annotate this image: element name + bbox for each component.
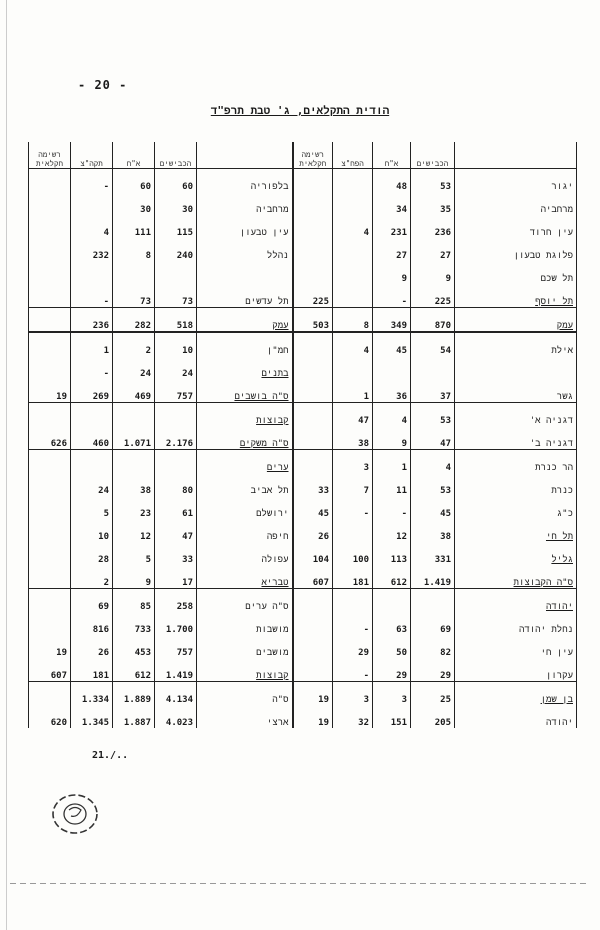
- table-cell: -: [333, 658, 373, 682]
- row-label: עפולה: [261, 555, 289, 565]
- table-cell: 69: [71, 589, 113, 613]
- table-cell: 36: [373, 379, 411, 403]
- table-cell: 9: [373, 261, 411, 284]
- row-label: בלפוריה: [250, 182, 289, 192]
- table-cell: [333, 238, 373, 261]
- table-cell: 626: [29, 426, 71, 450]
- table-cell: 73: [113, 284, 155, 308]
- row-label: [455, 308, 577, 333]
- table-cell: 225: [411, 284, 455, 308]
- row-label: [197, 658, 293, 682]
- table-cell: 25: [411, 682, 455, 706]
- header-cell: [197, 142, 293, 169]
- table-cell: -: [71, 169, 113, 193]
- table-cell: 3: [333, 682, 373, 706]
- table-cell: 35: [411, 192, 455, 215]
- row-label: עקרון: [455, 658, 577, 682]
- table-cell: [333, 356, 373, 379]
- table-cell: [29, 284, 71, 308]
- row-label: [197, 450, 293, 474]
- row-label-text: תל יוסף: [535, 297, 573, 307]
- table-cell: 5: [113, 542, 155, 565]
- table-cell: [155, 403, 197, 427]
- table-cell: 453: [113, 635, 155, 658]
- row-label: [197, 308, 293, 333]
- table-cell: 1: [71, 332, 113, 356]
- table-cell: 181: [333, 565, 373, 589]
- table-cell: 9: [113, 565, 155, 589]
- table-cell: 45: [373, 332, 411, 356]
- table-cell: 3: [373, 682, 411, 706]
- row-label: [197, 426, 293, 450]
- table-cell: [113, 261, 155, 284]
- table-cell: [29, 612, 71, 635]
- table-cell: [373, 356, 411, 379]
- table-cell: [155, 261, 197, 284]
- table-cell: [293, 426, 333, 450]
- table-cell: 34: [373, 192, 411, 215]
- table-cell: 4: [333, 215, 373, 238]
- table-cell: [29, 682, 71, 706]
- table-cell: [113, 403, 155, 427]
- row-label: חיפה: [266, 532, 289, 542]
- table-cell: 7: [333, 473, 373, 496]
- table-cell: 54: [411, 332, 455, 356]
- table-cell: 1.889: [113, 682, 155, 706]
- row-label: נהלל: [266, 251, 289, 261]
- table-cell: 1.419: [155, 658, 197, 682]
- header-cell: הכבישים: [411, 142, 455, 169]
- table-cell: [113, 450, 155, 474]
- table-cell: 113: [373, 542, 411, 565]
- table-cell: [29, 450, 71, 474]
- table-cell: [71, 450, 113, 474]
- table-cell: 32: [333, 705, 373, 728]
- table-cell: 27: [373, 238, 411, 261]
- row-label-text: ס"ה הקבוצות: [513, 578, 573, 588]
- table-cell: [29, 473, 71, 496]
- table-cell: 9: [373, 426, 411, 450]
- row-label-text: עמק: [272, 321, 289, 331]
- table-cell: [411, 589, 455, 613]
- row-label: [197, 565, 293, 589]
- row-label-text: בתנים: [261, 369, 289, 379]
- table-cell: 19: [29, 379, 71, 403]
- table-cell: [293, 658, 333, 682]
- table-cell: 26: [293, 519, 333, 542]
- table-cell: 26: [71, 635, 113, 658]
- circular-archive-stamp-icon: [48, 790, 102, 838]
- table-cell: 1.071: [113, 426, 155, 450]
- table-cell: 4.023: [155, 705, 197, 728]
- header-cell: [455, 142, 577, 169]
- table-cell: [293, 450, 333, 474]
- table-cell: 30: [113, 192, 155, 215]
- table-cell: 258: [155, 589, 197, 613]
- table-cell: [29, 169, 71, 193]
- row-label: מושבות: [256, 625, 289, 635]
- table-cell: 19: [293, 682, 333, 706]
- row-label-text: ס"ה בושבים: [234, 392, 289, 402]
- row-label: [455, 519, 577, 542]
- table-cell: 612: [373, 565, 411, 589]
- row-label: חמ"ן: [266, 346, 289, 356]
- table-cell: 1.334: [71, 682, 113, 706]
- table-cell: 53: [411, 403, 455, 427]
- row-label: ס"ה: [272, 695, 289, 705]
- row-label-text: ערים: [266, 463, 289, 473]
- table-row: [29, 308, 577, 333]
- table-cell: 469: [113, 379, 155, 403]
- table-cell: [29, 332, 71, 356]
- table-cell: 5: [71, 496, 113, 519]
- row-label-text: ס"ה משקים: [239, 439, 289, 449]
- row-label: גשר: [455, 379, 577, 403]
- row-label: פלוגת טבעון: [455, 238, 577, 261]
- row-label: מושבים: [256, 648, 289, 658]
- table-cell: 47: [411, 426, 455, 450]
- table-cell: 460: [71, 426, 113, 450]
- table-row: [29, 473, 577, 496]
- table-header-row: [29, 142, 577, 169]
- table-row: [29, 332, 577, 356]
- table-cell: 620: [29, 705, 71, 728]
- row-label: [197, 379, 293, 403]
- table-cell: [155, 450, 197, 474]
- table-cell: 4: [411, 450, 455, 474]
- table-cell: 47: [155, 519, 197, 542]
- table-cell: 8: [113, 238, 155, 261]
- table-cell: [29, 192, 71, 215]
- table-cell: 282: [113, 308, 155, 333]
- table-cell: [333, 284, 373, 308]
- table-cell: 4.134: [155, 682, 197, 706]
- table-cell: 232: [71, 238, 113, 261]
- table-cell: 4: [373, 403, 411, 427]
- table-cell: 23: [113, 496, 155, 519]
- row-label: ס"ה ערים: [245, 602, 289, 612]
- table-cell: 870: [411, 308, 455, 333]
- table-cell: 45: [411, 496, 455, 519]
- table-row: [29, 356, 577, 379]
- table-cell: 11: [373, 473, 411, 496]
- table-row: [29, 238, 577, 261]
- table-cell: 1.700: [155, 612, 197, 635]
- page-number: - 20 -: [78, 78, 128, 92]
- table-cell: [373, 589, 411, 613]
- table-cell: 1.419: [411, 565, 455, 589]
- row-label: הר כנרת: [455, 450, 577, 474]
- table-row: [29, 589, 577, 613]
- table-cell: 225: [293, 284, 333, 308]
- table-cell: 733: [113, 612, 155, 635]
- row-label: תל אביב: [250, 486, 289, 496]
- row-label: ארצי: [266, 718, 289, 728]
- table-cell: 45: [293, 496, 333, 519]
- header-cell: א"ח: [113, 142, 155, 169]
- table-cell: [333, 519, 373, 542]
- row-label: [455, 565, 577, 589]
- table-cell: 33: [155, 542, 197, 565]
- row-label: יהודה: [455, 705, 577, 728]
- scan-artifact: [10, 883, 590, 884]
- header-cell: רשימה חקלאית: [29, 142, 71, 169]
- table-cell: 236: [411, 215, 455, 238]
- row-label: [455, 682, 577, 706]
- row-label-text: גליל: [551, 555, 573, 565]
- row-label: עין חרוד: [455, 215, 577, 238]
- table-row: [29, 705, 577, 728]
- table-cell: 115: [155, 215, 197, 238]
- table-cell: [293, 192, 333, 215]
- table-cell: 1: [373, 450, 411, 474]
- table-cell: 1.887: [113, 705, 155, 728]
- row-label: דגניה ב': [455, 426, 577, 450]
- table-cell: [293, 215, 333, 238]
- table-cell: 9: [411, 261, 455, 284]
- table-cell: [29, 261, 71, 284]
- table-cell: 151: [373, 705, 411, 728]
- table-cell: 33: [293, 473, 333, 496]
- table-cell: 27: [411, 238, 455, 261]
- table-cell: 28: [71, 542, 113, 565]
- row-label: ירושלם: [256, 509, 289, 519]
- table-cell: 757: [155, 635, 197, 658]
- table-row: [29, 496, 577, 519]
- table-row: [29, 682, 577, 706]
- table-cell: [293, 589, 333, 613]
- document-title: [0, 104, 600, 118]
- table-cell: 10: [155, 332, 197, 356]
- table-cell: [333, 589, 373, 613]
- table-cell: 50: [373, 635, 411, 658]
- table-cell: 19: [29, 635, 71, 658]
- table-cell: 2: [71, 565, 113, 589]
- table-cell: [411, 356, 455, 379]
- table-cell: 53: [411, 473, 455, 496]
- table-cell: [333, 192, 373, 215]
- table-cell: 24: [71, 473, 113, 496]
- table-cell: [29, 238, 71, 261]
- table-cell: 60: [155, 169, 197, 193]
- table-row: [29, 261, 577, 284]
- row-label: תל שכם: [455, 261, 577, 284]
- table-cell: 4: [71, 215, 113, 238]
- table-cell: 38: [333, 426, 373, 450]
- table-cell: 104: [293, 542, 333, 565]
- table-cell: 612: [113, 658, 155, 682]
- table-cell: [293, 612, 333, 635]
- table-cell: 607: [293, 565, 333, 589]
- row-label-text: עמק: [556, 321, 573, 331]
- title-text: הודית התקלאים, ג' טבת תרפ"ד: [210, 104, 390, 117]
- table-row: [29, 565, 577, 589]
- table-row: [29, 658, 577, 682]
- table-cell: 80: [155, 473, 197, 496]
- table-cell: 1: [333, 379, 373, 403]
- table-row: [29, 450, 577, 474]
- table-row: [29, 635, 577, 658]
- table-cell: [333, 169, 373, 193]
- table-cell: [29, 403, 71, 427]
- table-cell: 19: [293, 705, 333, 728]
- table-cell: [293, 169, 333, 193]
- table-row: [29, 169, 577, 193]
- table-cell: [293, 332, 333, 356]
- row-label: יגור: [455, 169, 577, 193]
- table-cell: [29, 308, 71, 333]
- row-label: מרחביה: [455, 192, 577, 215]
- table-cell: 757: [155, 379, 197, 403]
- table-cell: [293, 356, 333, 379]
- header-cell: רשימה חקלאית: [293, 142, 333, 169]
- table-cell: 63: [373, 612, 411, 635]
- row-label: [455, 542, 577, 565]
- table-cell: -: [71, 356, 113, 379]
- table-cell: 82: [411, 635, 455, 658]
- table-cell: -: [333, 496, 373, 519]
- table-cell: 181: [71, 658, 113, 682]
- table-row: [29, 542, 577, 565]
- table-cell: [29, 356, 71, 379]
- table-cell: [293, 261, 333, 284]
- table-cell: 12: [113, 519, 155, 542]
- row-label: [455, 589, 577, 613]
- table-cell: 2.176: [155, 426, 197, 450]
- row-label: עין טבעון: [239, 228, 289, 238]
- table-row: [29, 215, 577, 238]
- row-label: כ"ג: [455, 496, 577, 519]
- row-label-text: קבוצות: [256, 671, 289, 681]
- table-body: [29, 169, 577, 729]
- table-cell: [293, 379, 333, 403]
- table-cell: [29, 589, 71, 613]
- table-cell: [29, 565, 71, 589]
- table-cell: 48: [373, 169, 411, 193]
- table-cell: -: [373, 496, 411, 519]
- table-cell: 236: [71, 308, 113, 333]
- table-cell: [71, 403, 113, 427]
- table-cell: 60: [113, 169, 155, 193]
- table-cell: 37: [411, 379, 455, 403]
- row-label-text: תל חי: [545, 532, 573, 542]
- table-cell: 2: [113, 332, 155, 356]
- row-label: כנרת: [455, 473, 577, 496]
- footer-continuation: 21./..: [92, 750, 129, 761]
- table-cell: 12: [373, 519, 411, 542]
- table-cell: 503: [293, 308, 333, 333]
- header-cell: תקה"צ: [71, 142, 113, 169]
- table-cell: [71, 192, 113, 215]
- table-row: [29, 284, 577, 308]
- table-cell: 47: [333, 403, 373, 427]
- row-label: נחלת יהודה: [455, 612, 577, 635]
- table-cell: 53: [411, 169, 455, 193]
- table-cell: 85: [113, 589, 155, 613]
- table-cell: [293, 635, 333, 658]
- table-cell: [333, 261, 373, 284]
- table-row: [29, 403, 577, 427]
- table-cell: [29, 542, 71, 565]
- row-label: [197, 403, 293, 427]
- table-row: [29, 379, 577, 403]
- table-cell: -: [71, 284, 113, 308]
- row-label-text: יהודה: [545, 602, 573, 612]
- row-label: עין חי: [455, 635, 577, 658]
- table-cell: [293, 403, 333, 427]
- table-cell: 38: [113, 473, 155, 496]
- table-cell: 29: [373, 658, 411, 682]
- table-cell: 518: [155, 308, 197, 333]
- table-cell: 3: [333, 450, 373, 474]
- table-cell: 29: [333, 635, 373, 658]
- table-cell: 17: [155, 565, 197, 589]
- row-label: מרחביה: [256, 205, 289, 215]
- table-cell: -: [333, 612, 373, 635]
- table-cell: 8: [333, 308, 373, 333]
- row-label-text: קבוצות: [256, 416, 289, 426]
- table-cell: 24: [155, 356, 197, 379]
- header-cell: הכבישים: [155, 142, 197, 169]
- table-cell: 100: [333, 542, 373, 565]
- table-cell: 331: [411, 542, 455, 565]
- table-cell: 30: [155, 192, 197, 215]
- table-row: [29, 426, 577, 450]
- table-cell: 816: [71, 612, 113, 635]
- table-cell: 4: [333, 332, 373, 356]
- table-cell: 73: [155, 284, 197, 308]
- table-cell: 240: [155, 238, 197, 261]
- table-cell: [29, 519, 71, 542]
- row-label-text: טבריא: [261, 578, 289, 588]
- scan-edge: [6, 0, 7, 930]
- table-cell: 205: [411, 705, 455, 728]
- table-cell: [29, 215, 71, 238]
- header-cell: א"ח: [373, 142, 411, 169]
- table-cell: 349: [373, 308, 411, 333]
- row-label: דגניה א': [455, 403, 577, 427]
- table-cell: 29: [411, 658, 455, 682]
- row-label: תל עדשים: [197, 284, 293, 308]
- row-label: [197, 261, 293, 284]
- row-label-text: בן שמן: [540, 695, 573, 705]
- table-row: [29, 519, 577, 542]
- table-cell: [71, 261, 113, 284]
- table-cell: [293, 238, 333, 261]
- table-cell: 10: [71, 519, 113, 542]
- table-row: [29, 192, 577, 215]
- table-cell: 1.345: [71, 705, 113, 728]
- table-cell: -: [373, 284, 411, 308]
- table-cell: 69: [411, 612, 455, 635]
- table-cell: 24: [113, 356, 155, 379]
- data-table: [28, 142, 577, 728]
- table-cell: 38: [411, 519, 455, 542]
- table-cell: 61: [155, 496, 197, 519]
- table-cell: 269: [71, 379, 113, 403]
- header-cell: הפח"צ: [333, 142, 373, 169]
- table-cell: 607: [29, 658, 71, 682]
- table-cell: 231: [373, 215, 411, 238]
- row-label: [455, 356, 577, 379]
- table-cell: [29, 496, 71, 519]
- table-cell: 111: [113, 215, 155, 238]
- table-row: [29, 612, 577, 635]
- row-label: [455, 284, 577, 308]
- row-label: אילת: [455, 332, 577, 356]
- row-label: [197, 356, 293, 379]
